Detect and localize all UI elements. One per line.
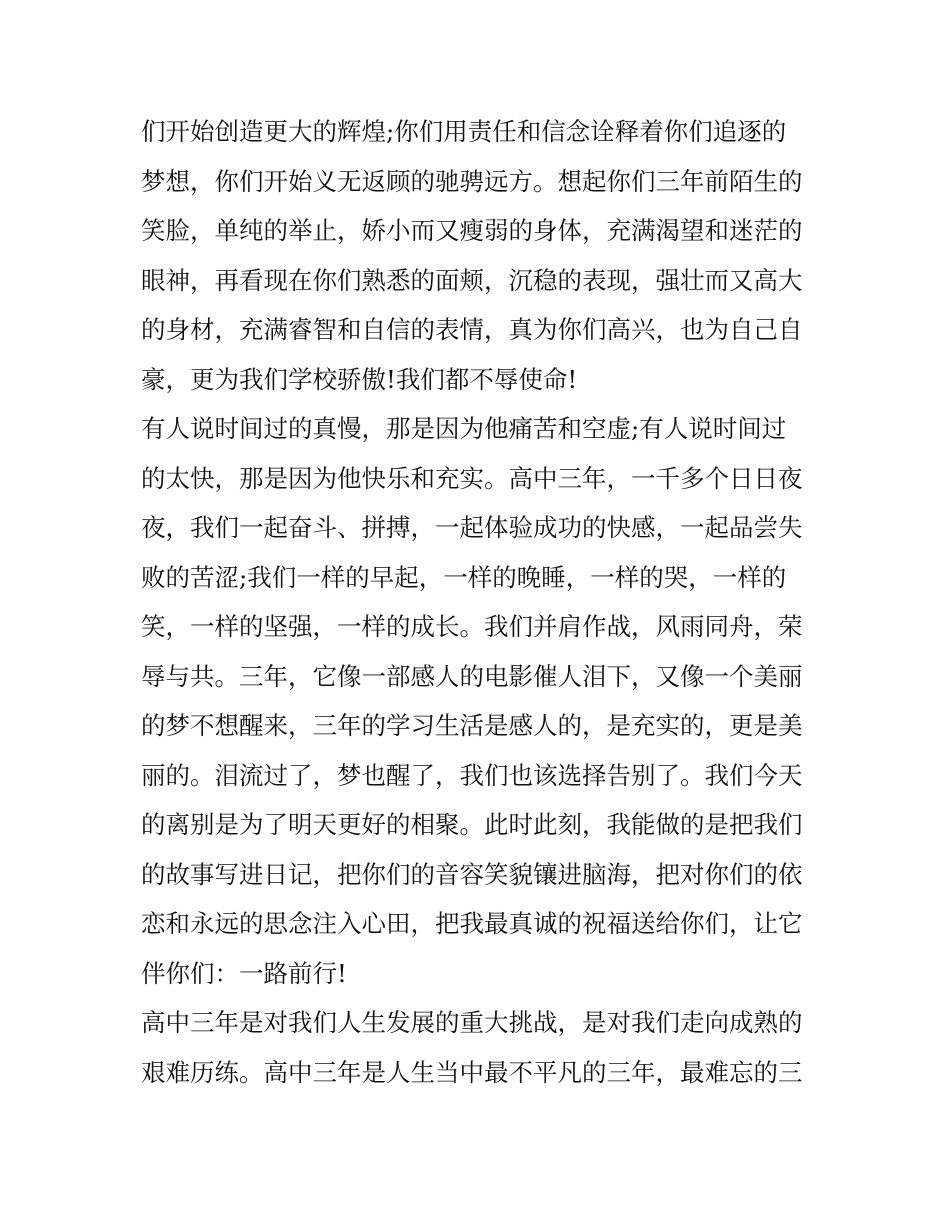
text-line: 豪，更为我们学校骄傲!我们都不辱使命! [141, 364, 578, 394]
text-line: 辱与共。三年，它像一部感人的电影催人泪下，又像一个美丽 [141, 661, 803, 691]
text-line: 艰难历练。高中三年是人生当中最不平凡的三年，最难忘的三 [141, 1057, 803, 1087]
text-line: 丽的。泪流过了，梦也醒了，我们也该选择告别了。我们今天 [141, 760, 803, 790]
body-text [141, 107, 813, 1097]
text-line: 高中三年是对我们人生发展的重大挑战，是对我们走向成熟的 [141, 1008, 803, 1037]
text-line: 败的苦涩;我们一样的早起，一样的晚睡，一样的哭，一样的 [141, 562, 787, 592]
text-line: 的故事写进日记，把你们的音容笑貌镶进脑海，把对你们的依 [141, 859, 803, 889]
text-line: 们开始创造更大的辉煌;你们用责任和信念诠释着你们追逐的 [141, 117, 787, 146]
text-line: 伴你们：一路前行! [141, 958, 347, 988]
text-line: 有人说时间过的真慢，那是因为他痛苦和空虚;有人说时间过 [141, 414, 787, 443]
text-line: 笑脸，单纯的举止，娇小而又瘦弱的身体，充满渴望和迷茫的 [141, 216, 803, 245]
text-line: 笑，一样的坚强，一样的成长。我们并肩作战，风雨同舟，荣 [141, 612, 803, 641]
text-line: 眼神，再看现在你们熟悉的面颊，沉稳的表现，强壮而又高大 [141, 265, 803, 295]
text-line: 夜，我们一起奋斗、拼搏，一起体验成功的快感，一起品尝失 [141, 513, 803, 542]
text-line: 梦想，你们开始义无返顾的驰骋远方。想起你们三年前陌生的 [141, 166, 803, 196]
text-line: 的离别是为了明天更好的相聚。此时此刻，我能做的是把我们 [141, 810, 803, 839]
text-line: 的梦不想醒来，三年的学习生活是感人的，是充实的，更是美 [141, 711, 803, 740]
text-line: 的太快，那是因为他快乐和充实。高中三年，一千多个日日夜 [141, 463, 803, 493]
text-line: 恋和永远的思念注入心田，把我最真诚的祝福送给你们，让它 [141, 909, 803, 938]
text-line: 的身材，充满睿智和自信的表情，真为你们高兴，也为自己自 [141, 315, 803, 344]
